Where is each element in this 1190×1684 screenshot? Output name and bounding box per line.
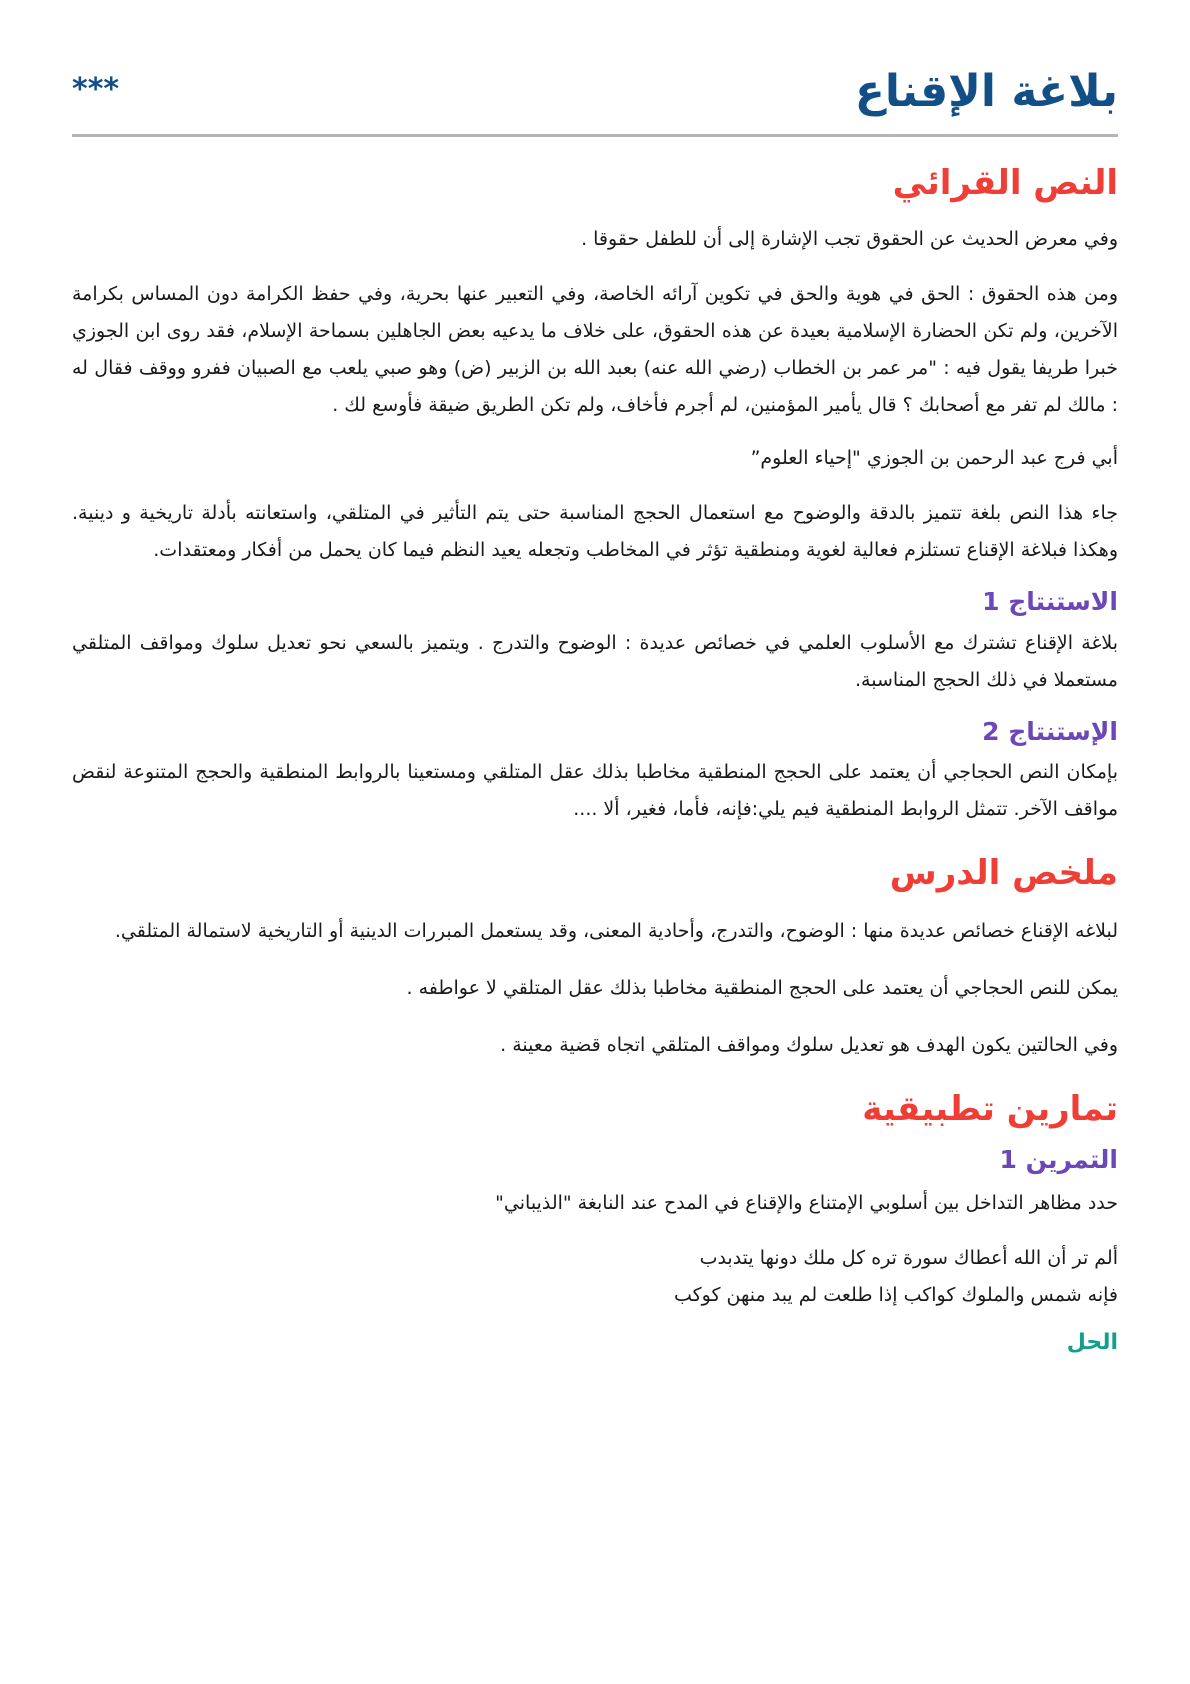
header-stars: *** <box>72 72 120 107</box>
paragraph: وفي معرض الحديث عن الحقوق تجب الإشارة إلى أن للطفل حقوقا . <box>581 228 1118 250</box>
poem-verse: ألم تر أن الله أعطاك سورة تره كل ملك دونها يتدبدب <box>699 1246 1118 1269</box>
poem <box>72 1240 1118 1314</box>
subsection-title-exercise-1: التمرين 1 <box>999 1145 1118 1174</box>
paragraph: بلاغة الإقناع تشترك مع الأسلوب العلمي في خصائص عديدة : الوضوح والتدرج . ويتميز بالسعي نحو تعديل سلوك ومواقف المتلقي مستعملا في ذلك الحجج المناسبة. <box>72 631 1118 691</box>
source-citation: أبي فرج عبد الرحمن بن الجوزي "إحياء العلوم” <box>750 447 1118 469</box>
document-body <box>72 158 1118 1359</box>
section-title-summary: ملخص الدرس <box>889 853 1118 893</box>
section-title-reading-text: النص القرائي <box>892 163 1118 203</box>
subsection-title-conclusion-1: الاستنتاج 1 <box>982 587 1118 616</box>
paragraph: جاء هذا النص بلغة تتميز بالدقة والوضوح مع استعمال الحجج المناسبة حتى يتم التأثير في المتلقي، واستعانته بأدلة تاريخية و دينية. وهكذا فبلاغة الإقناع تستلزم فعالية لغوية ومنطقية تؤثر في المخاطب وتجعله يعيد النظم فيما كان يحمل من أفكار ومعتقدات. <box>72 502 1118 561</box>
paragraph: يمكن للنص الحجاجي أن يعتمد على الحجج المنطقية مخاطبا بذلك عقل المتلقي لا عواطفه . <box>406 977 1118 999</box>
subsection-title-conclusion-2: الإستنتاج 2 <box>982 716 1118 746</box>
solution-title: الحل <box>1066 1329 1118 1355</box>
paragraph: وفي الحالتين يكون الهدف هو تعديل سلوك ومواقف المتلقي اتجاه قضية معينة . <box>500 1034 1118 1056</box>
paragraph: بإمكان النص الحجاجي أن يعتمد على الحجج المنطقية مخاطبا بذلك عقل المتلقي ومستعينا بالروابط المنطقية والحجج المتنوعة لنقض مواقف الآخر. تتمثل الروابط المنطقية فيم يلي:فإنه، فأما، فغير، ألا .... <box>72 761 1118 820</box>
poem-verse: فإنه شمس والملوك كواكب إذا طلعت لم يبد منهن كوكب <box>673 1283 1118 1306</box>
section-title-exercises: تمارين تطبيقية <box>862 1089 1118 1129</box>
paragraph: لبلاغه الإقناع خصائص عديدة منها : الوضوح، والتدرج، وأحادية المعنى، وقد يستعمل المبررات الدينية أو التاريخية لاستمالة المتلقي. <box>114 920 1118 942</box>
paragraph: ومن هذه الحقوق : الحق في هوية والحق في تكوين آرائه الخاصة، وفي التعبير عنها بحرية، وفي حفظ الكرامة دون المساس بكرامة الآخرين، ولم تكن الحضارة الإسلامية بعيدة عن هذه الحقوق، على خلاف ما يدعيه بعض الجاهلين بسماحة الإسلام، فقد روى ابن الجوزي خبرا طريفا يقول فيه : "مر عمر بن الخطاب (رضي الله عنه) بعبد الله بن الزبير (ض) وهو صبي يلعب مع الصبيان ففرو ووقف فقال له : مالك لم تفر مع أصحابك ؟ قال يأمير المؤمنين، لم أجرم فأخاف، ولم تكن الطريق ضيقة فأوسع لك . <box>72 283 1118 416</box>
page-title: بلاغة الإقناع <box>854 66 1118 117</box>
page-header <box>72 62 1118 137</box>
exercise-prompt: حدد مظاهر التداخل بين أسلوبي الإمتناع والإقناع في المدح عند النابغة "الذيباني" <box>495 1191 1118 1214</box>
